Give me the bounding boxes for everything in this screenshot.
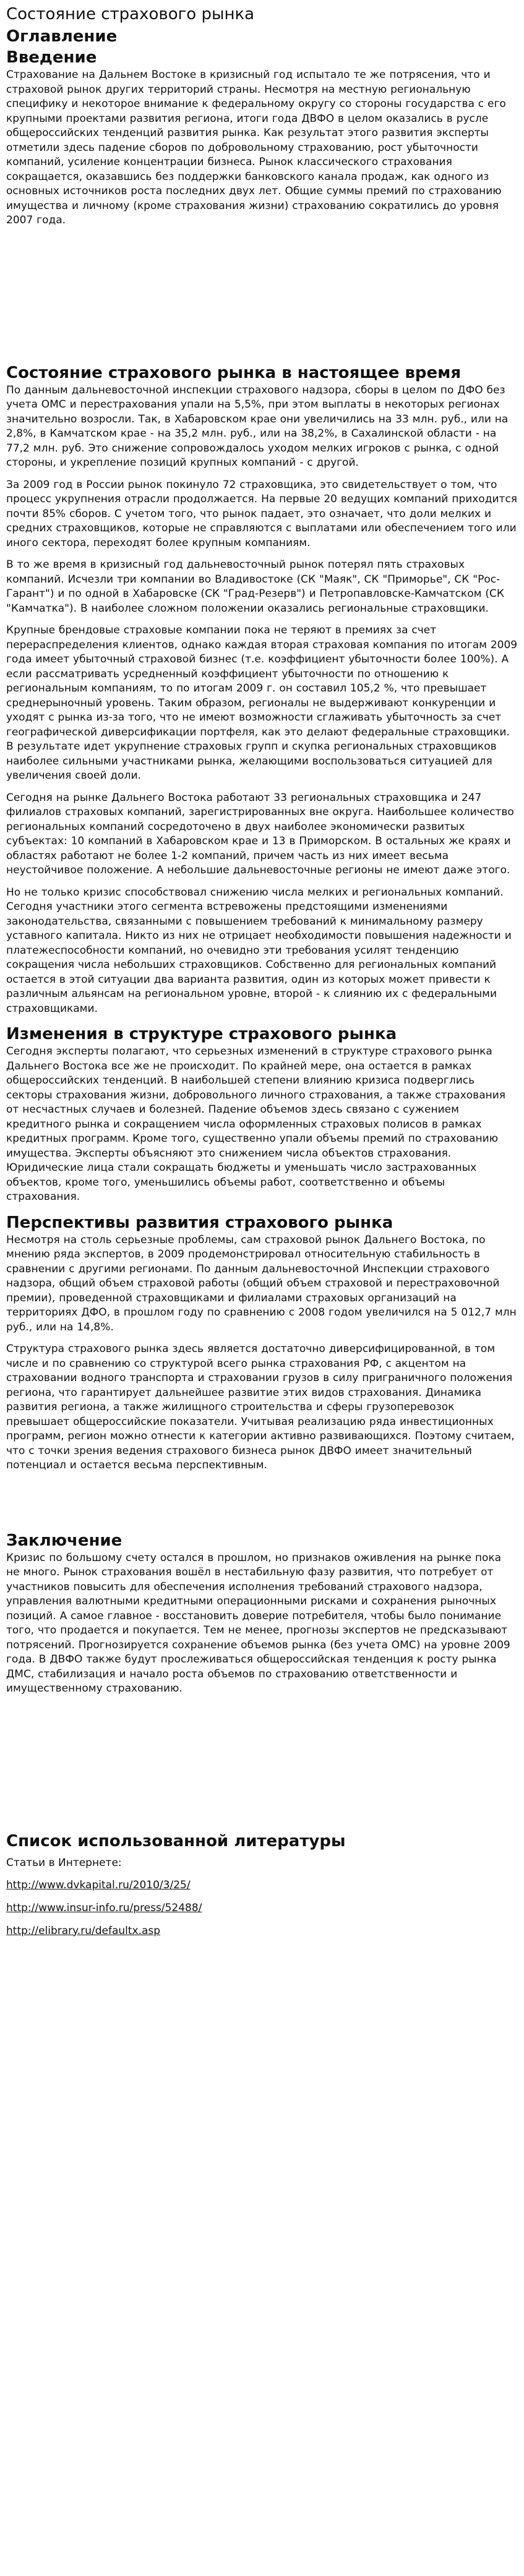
- reference-link[interactable]: http://www.dvkapital.ru/2010/3/25/: [6, 1878, 191, 1891]
- current-paragraph: Сегодня на рынке Дальнего Востока работают 33 региональных страховщика и 247 филиалов страховых компаний, зарегистрированных вне округа. Наибольшее количество региональных компаний сосредоточено в двух наиболее экономически развитых субъектах: 10 компаний в Хабаровском крае и 13 в Приморском. В остальных же краях и областях работают не более 1-2 компаний, причем часть из них имеет весьма неустойчивое положение. А небольшие дальневосточные регионы не имеют даже этого.: [6, 791, 514, 876]
- reference-link[interactable]: http://elibrary.ru/defaultx.asp: [6, 1924, 161, 1937]
- spacer: [6, 236, 518, 362]
- current-paragraph: Но не только кризис способствовал снижению числа мелких и региональных компаний. Сегодня участники этого сегмента встревожены предстоящими изменениями законодательства, связанными с повышением требований к минимальному размеру уставного капитала. Никто из них не отрицает необходимости повышения надежности и платежеспособности компаний, но очевидно эти требования усилят тенденцию сокращения числа небольших страховщиков. Собственно для региональных компаний остается в этой ситуации два варианта развития, один из которых может привести к различным альянсам на региональном уровне, второй - к слиянию их с федеральными страховщиками.: [6, 886, 512, 1015]
- reference-link[interactable]: http://www.insur-info.ru/press/52488/: [6, 1901, 202, 1914]
- current-paragraph: Крупные брендовые страховые компании пока не теряют в премиях за счет перераспределения клиентов, однако каждая вторая страховая компания по итогам 2009 года имеет убыточный страховой бизнес (т.е. коэффициент убыточности более 100%). А если рассматривать усредненный коэффициент убыточности по отношению к региональным компаниям, то по итогам 2009 г. он составил 105,2 %, что превышает среднерыночный уровень. Таким образом, регионалы не выдерживают конкуренции и уходят с рынка из-за того, что не имеют возможности сглаживать убыточность за счет географической диверсификации портфеля, как это делают федеральные страховщики. В результате идет укрупнение страховых групп и скупка региональных страховщиков наиболее сильными участниками рынка, желающими воспользоваться ситуацией для увеличения своей доли.: [6, 624, 518, 782]
- references-heading: Список использованной литературы: [6, 1831, 346, 1851]
- changes-heading: Изменения в структуре страхового рынка: [6, 1025, 397, 1043]
- intro-paragraph: Страхование на Дальнем Востоке в кризисный год испытало те же потрясения, что и страховой рынок других территорий страны. Несмотря на местную региональную специфику и некоторое внимание к федеральному округу со стороны государства с его крупными проектами развития региона, итоги года ДВФО в целом оказались в русле общероссийских тенденций развития рынка. Как результат этого развития эксперты отметили здесь падение сборов по добровольному страхованию, рост убыточности компаний, усиление концентрации бизнеса. Рынок классического страхования сокращается, оказавшись без поддержки банковского канала продаж, как одного из основных источников роста последних двух лет. Общие суммы премий по страхованию имущества и личному (кроме страхования жизни) страхованию сократились до уровня 2007 года.: [6, 69, 506, 226]
- current-state-heading: Состояние страхового рынка в настоящее время: [6, 363, 462, 382]
- spacer: [6, 1481, 518, 1530]
- current-paragraph: По данным дальневосточной инспекции страхового надзора, сборы в целом по ДФО без учета ОМС и перестрахования упали на 5,5%, при этом выплаты в некоторых регионах значительно возросли. Так, в Хабаровском крае они увеличились на 33 млн. руб., или на 2,8%, в Камчатском крае - на 35,2 млн. руб., или на 38,2%, в Сахалинской области - на 77,2 млн. руб. Это снижение сопровождалось уходом мелких игроков с рынка, с одной стороны, и укрепление позиций крупных компаний - с другой.: [6, 383, 509, 469]
- current-paragraph: В то же время в кризисный год дальневосточный рынок потерял пять страховых компаний. Исчезли три компании во Владивостоке (СК "Маяк", СК "Приморье", СК "Рос-Гарант") и по одной в Хабаровске (СК "Град-Резерв") и Петропавловске-Камчатском (СК "Камчатка"). В наиболее сложном положении оказались региональные страховщики.: [6, 558, 504, 615]
- current-paragraph: За 2009 год в России рынок покинуло 72 страховщика, это свидетельствует о том, что процесс укрупнения отрасли продолжается. На первые 20 ведущих компаний приходится почти 85% сборов. С учетом того, что рынок падает, это означает, что доли мелких и средних страховщиков, которые не справляются с выплатами или обеспечением того или иного сектора, переходят более крупным компаниям.: [6, 478, 518, 549]
- spacer: [6, 1704, 518, 1831]
- prospects-paragraph: Структура страхового рынка здесь является достаточно диверсифицированной, в том числе и по сравнению со структурой всего рынка страхования РФ, с акцентом на страховании водного транспорта и страховании грузов в силу приграничного положения региона, что гарантирует дальнейшее развитие этих видов страхования. Динамика развития региона, а также жилищного строительства и сферы грузоперевозок превышает общероссийские показатели. Учитывая реализацию ряда инвестиционных программ, регион можно отнести к категории активно развивающихся. Поэтому считаем, что с точки зрения ведения страхового бизнеса рынок ДВФО имеет значительный потенциал и остается весьма перспективным.: [6, 1343, 515, 1471]
- toc-heading: Оглавление: [6, 27, 118, 46]
- prospects-heading: Перспективы развития страхового рынка: [6, 1213, 393, 1232]
- prospects-paragraph: Несмотря на столь серьезные проблемы, сам страховой рынок Дальнего Востока, по мнению ряда экспертов, в 2009 продемонстрировал относительную стабильность в сравнении с другими регионами. По данным дальневосточной Инспекции страхового надзора, общий объем страховой работы (общий объем страховой и перестраховочной премии), проведенной страховщиками и филиалами страховых организаций на территориях ДФО, в прошлом году по сравнению с 2008 годом увеличился на 5 012,7 млн руб., или на 14,8%.: [6, 1233, 517, 1333]
- conclusion-paragraph: Кризис по большому счету остался в прошлом, но признаков оживления на рынке пока не много. Рынок страхования вошёл в нестабильную фазу развития, что потребует от участников повысить для обеспечения исполнения требований страхового надзора, управления валютными кредитными операционными рисками и сохранения рыночных позиций. А самое главное - восстановить доверие потребителя, чтобы было понимание того, что продается и покупается. Тем не менее, прогнозы экспертов не предсказывают потрясений. Прогнозируется сохранение объемов рынка (без учета ОМС) на уровне 2009 года. В ДВФО также будут прослеживаться общероссийская тенденция к росту рынка ДМС, стабилизация и начало роста объемов по страхованию ответственности и имущественному страхованию.: [6, 1551, 510, 1695]
- conclusion-heading: Заключение: [6, 1531, 122, 1550]
- changes-paragraph: Сегодня эксперты полагают, что серьезных изменений в структуре страхового рынка Дальнего Востока все же не происходит. По крайней мере, она остается в рамках общероссийских тенденций. В наибольшей степени влиянию кризиса подверглись секторы страхования жизни, добровольного личного страхования, а также страхования от несчастных случаев и болезней. Падение объемов здесь связано с сужением кредитного рынка и сокращением числа оформленных страховых полисов в рамках кредитных программ. Кроме того, существенно упали объемы премий по страхованию имущества. Эксперты объясняют это снижением числа объектов страхования. Юридические лица стали сокращать бюджеты и уменьшать число застрахованных объектов, кроме того, уменьшились объемы работ, соответственно и объемы страхования.: [6, 1045, 506, 1203]
- references-intro: Статьи в Интернете:: [6, 1856, 122, 1869]
- intro-heading: Введение: [6, 48, 97, 67]
- document-title: Состояние страхового рынка: [6, 5, 255, 24]
